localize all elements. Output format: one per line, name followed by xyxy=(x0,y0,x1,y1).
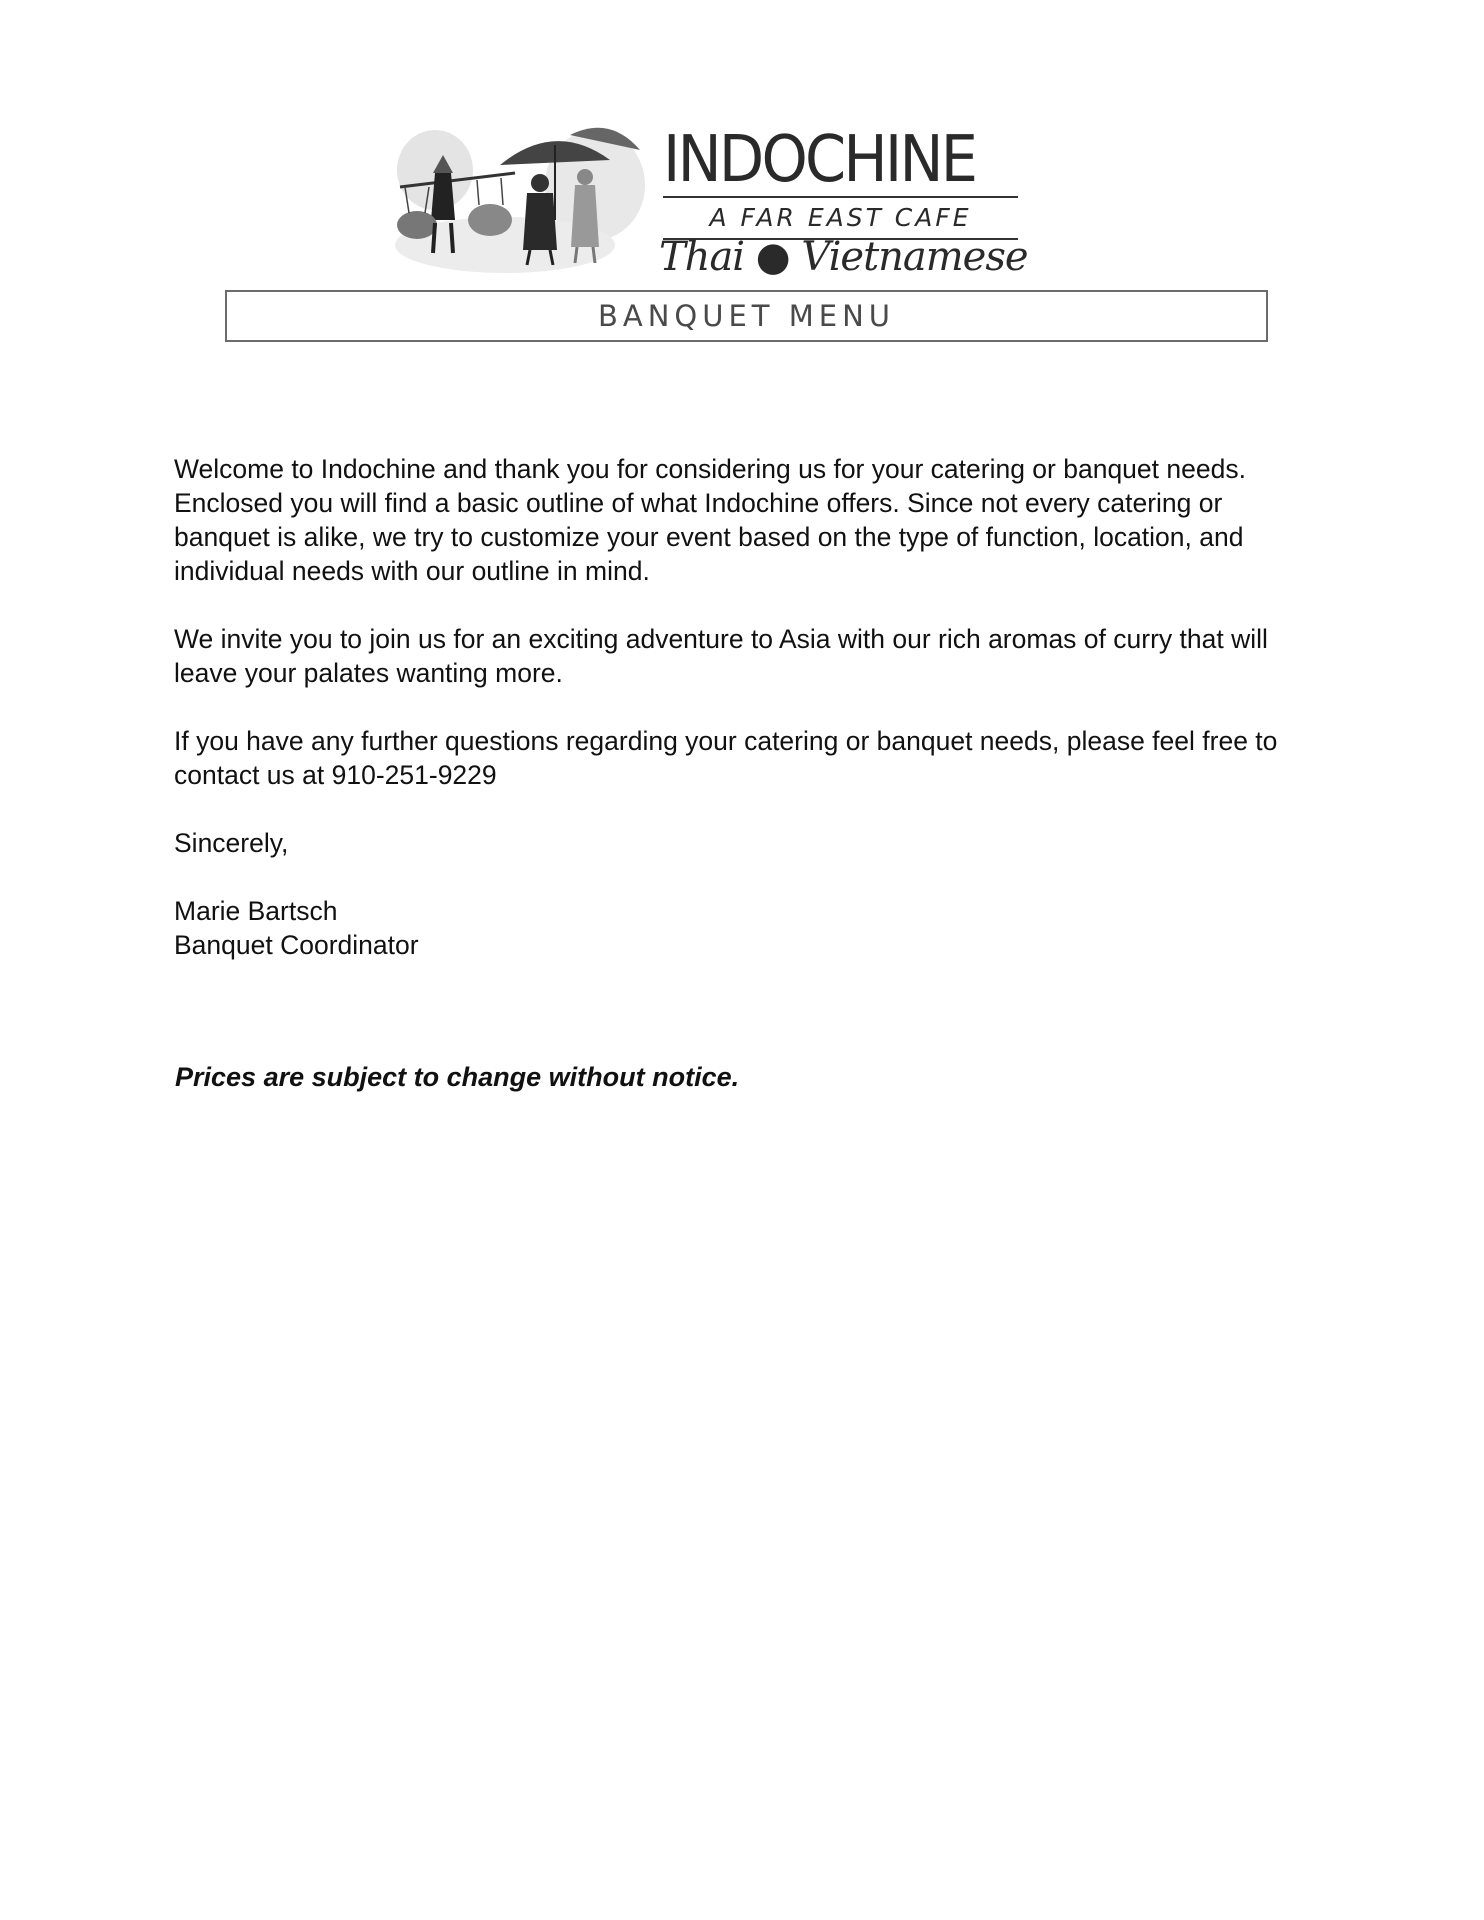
street-vendor-illustration-icon xyxy=(395,125,645,275)
signer-title: Banquet Coordinator xyxy=(174,930,419,960)
welcome-letter xyxy=(174,452,1294,962)
indochine-logo xyxy=(395,123,1035,280)
brand-name: INDOCHINE xyxy=(663,123,976,197)
brand-tagline: A FAR EAST CAFE xyxy=(663,196,1018,240)
brand-cuisine: Thai ● Vietnamese xyxy=(659,234,1028,280)
logo-wordmark xyxy=(659,123,1035,280)
letter-paragraph: Welcome to Indochine and thank you for considering us for your catering or banquet needs. Enclosed you will find a basic outline of what Indochine offers. Since not every catering or banquet is alike, we try to customize your event based on the type of function, location, and individual needs with our outline in mind. xyxy=(174,454,1246,586)
banquet-menu-banner: BANQUET MENU xyxy=(225,290,1268,342)
letter-paragraph: We invite you to join us for an exciting adventure to Asia with our rich aromas of curry that will leave your palates wanting more. xyxy=(174,624,1268,688)
letter-closing: Sincerely, xyxy=(174,828,289,858)
price-notice: Prices are subject to change without notice. xyxy=(175,1062,740,1092)
signer-name: Marie Bartsch xyxy=(174,896,338,926)
letter-paragraph: If you have any further questions regarding your catering or banquet needs, please feel free to contact us at 910-251-9229 xyxy=(174,726,1278,790)
